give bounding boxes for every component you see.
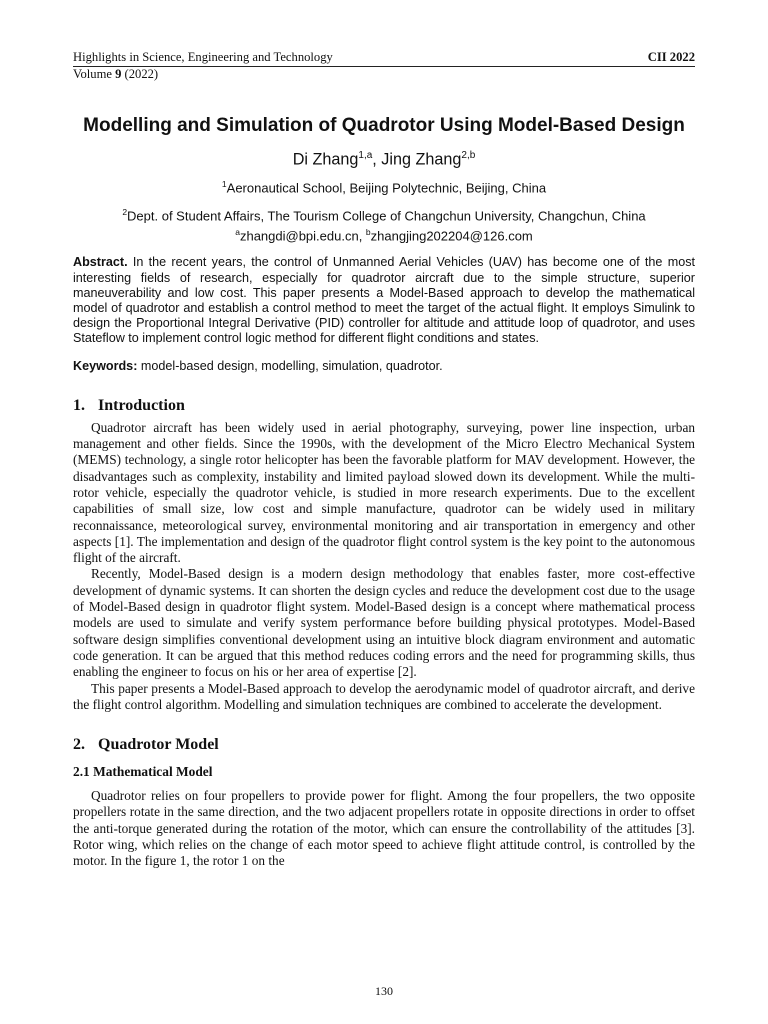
journal-name: Highlights in Science, Engineering and Technology	[73, 50, 333, 64]
page-number: 130	[375, 984, 393, 998]
abstract	[73, 255, 695, 346]
body-paragraph: This paper presents a Model-Based approach to develop the aerodynamic model of quadrotor aircraft, and derive the flight control algorithm. Modelling and simulation techniques are combined to accelerate the development.	[73, 680, 695, 712]
author-name: Di Zhang	[292, 150, 359, 169]
conference-name: CII 2022	[647, 50, 695, 64]
volume-line: Volume 9 (2022)	[73, 67, 159, 81]
author-name: Jing Zhang	[381, 150, 462, 169]
section-heading-quadrotor-model: 2. Quadrotor Model	[73, 736, 219, 754]
paper-title: Modelling and Simulation of Quadrotor Using Model-Based Design	[83, 115, 685, 136]
abstract-label: Abstract.	[73, 255, 128, 270]
author-list: Di Zhang$^{1,a}$, Jing Zhang$^{2,b}$	[292, 150, 476, 169]
volume-number: 9	[115, 67, 122, 81]
section-heading-introduction: 1. Introduction	[73, 396, 185, 414]
author-emails: $^a$zhangdi@bpi.edu.cn, $^b$zhangjing202204@126.com	[235, 227, 533, 244]
keywords-label: Keywords:	[73, 358, 138, 373]
keywords-text: model-based design, modelling, simulation, quadrotor.	[137, 358, 443, 373]
body-paragraph: Recently, Model-Based design is a modern design methodology that enables faster, more cost-effective development of dynamic systems. It can shorten the design cycles and reduce the development cost due to the usage of Model-Based design in quadrotor flight system. Model-Based design is a concept where mathematical process models are used to simulate and verify system performance before building physical prototypes. Model-Based software design simplifies conventional development using an intuitive block diagram environment and automatic code generation. It can be argued that this method reduces coding errors and the need for programming skills, thus enabling the engineer to focus on his or her area of expertise [2].	[73, 566, 695, 680]
affiliation-1: $^1$Aeronautical School, Beijing Polytechnic, Beijing, China	[221, 179, 547, 196]
affiliation-2: $^2$Dept. of Student Affairs, The Tourism College of Changchun University, Changchun, China	[122, 206, 646, 224]
subsection-heading: 2.1 Mathematical Model	[73, 764, 213, 780]
abstract-text: In the recent years, the control of Unmanned Aerial Vehicles (UAV) has become one of the most interesting fields of research, especially for quadrotor aircraft due to the simple structure, superior maneuverability and low cost. This paper presents a Model-Based approach to develop the mathematical model of quadrotor and establish a control method to meet the target of the actual flight. It employs Simulink to design the Proportional Integral Derivative (PID) controller for altitude and attitude loop of quadrotor, and uses Stateflow to implement control logic method for different flight conditions and states.	[73, 255, 695, 346]
keywords	[73, 359, 695, 374]
body-paragraph: Quadrotor aircraft has been widely used in aerial photography, surveying, power line inspection, urban management and other fields. Since the 1990s, with the development of the Micro Electro Mechanical System (MEMS) technology, a single rotor helicopter has been the favorable platform for MAV development. However, the disadvantages such as complexity, instability and limited payload slowed down its development. While the multi-rotor vehicle, especially the quadrotor vehicle, is studied in more research experiments. Due to the excellent capabilities of small size, low cost and simple manufacture, quadrotor can be widely used in military reconnaissance, meteorological survey, environmental monitoring and air transportation in emergency and other aspects [1]. The implementation and design of the quadrotor flight control system is the key point to the autonomous flight of the aircraft.	[73, 419, 695, 566]
paper-page	[73, 50, 695, 870]
body-paragraph: Quadrotor relies on four propellers to provide power for flight. Among the four propellers, the two opposite propellers rotate in the same direction, and the two adjacent propellers rotate in opposite directions in order to offset the anti-torque generated during the rotation of the motor, which can ensure the controllability of the attitudes [3]. Rotor wing, which relies on the change of each motor speed to achieve flight attitude control, is controlled by the motor. In the figure 1, the rotor 1 on the	[73, 788, 695, 869]
running-header	[73, 50, 695, 82]
